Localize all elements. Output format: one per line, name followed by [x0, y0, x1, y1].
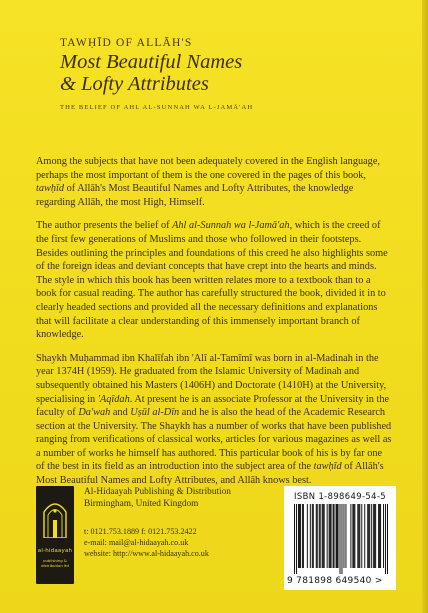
cover-edge: [422, 0, 428, 613]
barcode-bar: [373, 504, 374, 568]
barcode-bar: [352, 504, 353, 568]
barcode-bar: [296, 504, 297, 574]
barcode-bar: [364, 504, 365, 568]
barcode-bar: [324, 504, 325, 568]
p3-text-d: . At present he is an associate Professor at the University in the faculty of: [36, 393, 390, 419]
barcode-bar: [385, 504, 386, 574]
isbn-label: ISBN 1-898649-54-5: [293, 491, 386, 501]
isbn-barcode-box: [284, 486, 396, 590]
barcode-bar: [319, 504, 320, 568]
book-subtitle: THE BELIEF OF AHL AL-SUNNAH WA L-JAMĀ'AH: [60, 104, 254, 111]
barcode-bar: [312, 504, 313, 568]
barcode-bar: [357, 504, 358, 568]
blurb-paragraph-2: [36, 219, 392, 341]
barcode-bar: [294, 504, 295, 574]
barcode-bar: [380, 504, 381, 568]
logo-name: al-hidaayah: [37, 548, 73, 554]
barcode-bar: [299, 504, 300, 568]
publisher-block: [36, 486, 251, 591]
barcode-bar: [369, 504, 370, 568]
barcode-bar: [302, 504, 303, 568]
blurb-paragraph-1: [36, 155, 392, 209]
barcode-bar: [343, 504, 344, 568]
barcode-icon: [294, 504, 388, 574]
barcode-bar: [307, 504, 308, 568]
title-line-1: Most Beautiful Names: [60, 51, 243, 73]
p3-text-e: Da'wah: [78, 407, 111, 419]
barcode-bar: [338, 504, 339, 568]
publisher-website: website: http://www.al-hidaayah.co.uk: [84, 549, 209, 559]
barcode-bar: [336, 504, 337, 568]
p3-text-b: was born in al-Madinah in the year 1374H (1959). He graduated from the Islamic University of Madinah and subsequently obtained his Masters (1406H) and Doctorate (1410H) at the University, specialising in: [36, 352, 387, 405]
barcode-bar: [310, 504, 311, 568]
barcode-bar: [359, 504, 360, 568]
barcode-bar: [340, 504, 341, 574]
barcode-bar: [350, 504, 351, 568]
title-line-2: & Lofty Attributes: [60, 73, 209, 95]
barcode-bar: [345, 504, 346, 568]
publisher-phone: t: 0121.753.1889 f: 0121.753.2422: [84, 527, 197, 536]
publisher-email: e-mail: mail@al-hidaayah.co.uk: [84, 538, 189, 548]
p3-text-g: Uṣūl al-Dīn: [130, 407, 180, 419]
p1-text-c: of Allāh's Most Beautiful Names and Lofty Attributes, the knowledge regarding Allāh, the most High, Himself.: [36, 183, 354, 208]
barcode-bar: [317, 504, 318, 568]
barcode-bar: [374, 504, 375, 568]
p3-text-i: tawḥīd: [313, 461, 342, 473]
barcode-bar: [330, 504, 331, 568]
p3-text-c: 'Aqīdah: [97, 393, 130, 405]
barcode-digits: 9 781898 649540 >: [287, 576, 383, 586]
publisher-name: Al-Hidaayah Publishing & Distribution: [84, 487, 231, 497]
p2-text-a: The author presents the belief of: [36, 220, 173, 232]
author-bio: [36, 352, 392, 488]
barcode-bar: [367, 504, 368, 568]
barcode-bar: [387, 504, 388, 574]
barcode-bar: [383, 504, 384, 568]
p1-text-b: tawḥīd: [36, 183, 65, 195]
p3-text-f: and: [110, 407, 131, 419]
barcode-bar: [316, 504, 317, 568]
title-block: [60, 37, 380, 111]
barcode-bar: [378, 504, 379, 568]
mosque-arch-icon: [42, 496, 68, 538]
publisher-location: Birmingham, United Kingdom: [84, 499, 199, 509]
p3-text-j: of Allāh's Most Beautiful Names and Lofty Attributes, and Allāh knows best.: [36, 461, 384, 487]
barcode-bar: [379, 504, 380, 568]
barcode-bar: [327, 504, 328, 568]
barcode-bar: [337, 504, 338, 568]
book-title: [60, 51, 380, 95]
barcode-bar: [329, 504, 330, 568]
barcode-bar: [368, 504, 369, 568]
p1-text-a: Among the subjects that have not been adequately covered in the English language, perhaps the most important of them is the one covered in the pages of this book,: [36, 156, 380, 181]
p2-text-b: Ahl al-Sunnah wa l-Jamā'ah: [172, 220, 290, 232]
logo-tagline: publishing & distribution ltd: [41, 558, 69, 568]
barcode-bar: [341, 504, 342, 574]
author-name: Shaykh Muḥammad ibn Khalīfah ibn 'Alī al-Tamīmī: [36, 352, 253, 364]
barcode-bar: [323, 504, 324, 568]
p2-text-c: , which is the creed of the first few generations of Muslims and those who followed in their footsteps. Besides outlining the principles and foundations of this creed he also highlights some of the foreign ideas and deviant concepts that have crept into the hearts and minds. The style in which this book has been written relates more to a textbook than to a book for casual reading. The author has carefully structured the book, divided it in to clearly headed sections and provided all the necessary definitions and explanations that will facilitate a clear understanding of this immensely important branch of knowledge.: [36, 220, 388, 341]
p3-text-h: and he is also the head of the Academic Research section at the University. The Shaykh has a number of works that have been published ranging from verifications of classical works, articles for various magazines as well as a number of works he himself has authored. This particular book of his is by far one of the best in its field as an introduction into the subject area of the: [36, 407, 392, 473]
barcode-bar: [300, 504, 301, 568]
barcode-bar: [353, 504, 354, 568]
barcode-bar: [334, 504, 335, 568]
barcode-bar: [333, 504, 334, 568]
overline-title: TAWḤĪD OF ALLĀH'S: [60, 37, 193, 49]
barcode-bar: [331, 504, 332, 568]
barcode-bar: [358, 504, 359, 568]
publisher-info: [84, 486, 254, 560]
publisher-contact: [84, 526, 254, 560]
barcode-bar: [313, 504, 314, 568]
barcode-bar: [298, 504, 299, 568]
barcode-bar: [371, 504, 372, 568]
barcode-bar: [322, 504, 323, 568]
barcode-bar: [354, 504, 355, 568]
barcode-bar: [320, 504, 321, 568]
publisher-logo: [36, 486, 74, 584]
barcode-bar: [361, 504, 362, 568]
barcode-bar: [375, 504, 376, 568]
blurb: [36, 155, 392, 488]
barcode-bar: [303, 504, 304, 568]
